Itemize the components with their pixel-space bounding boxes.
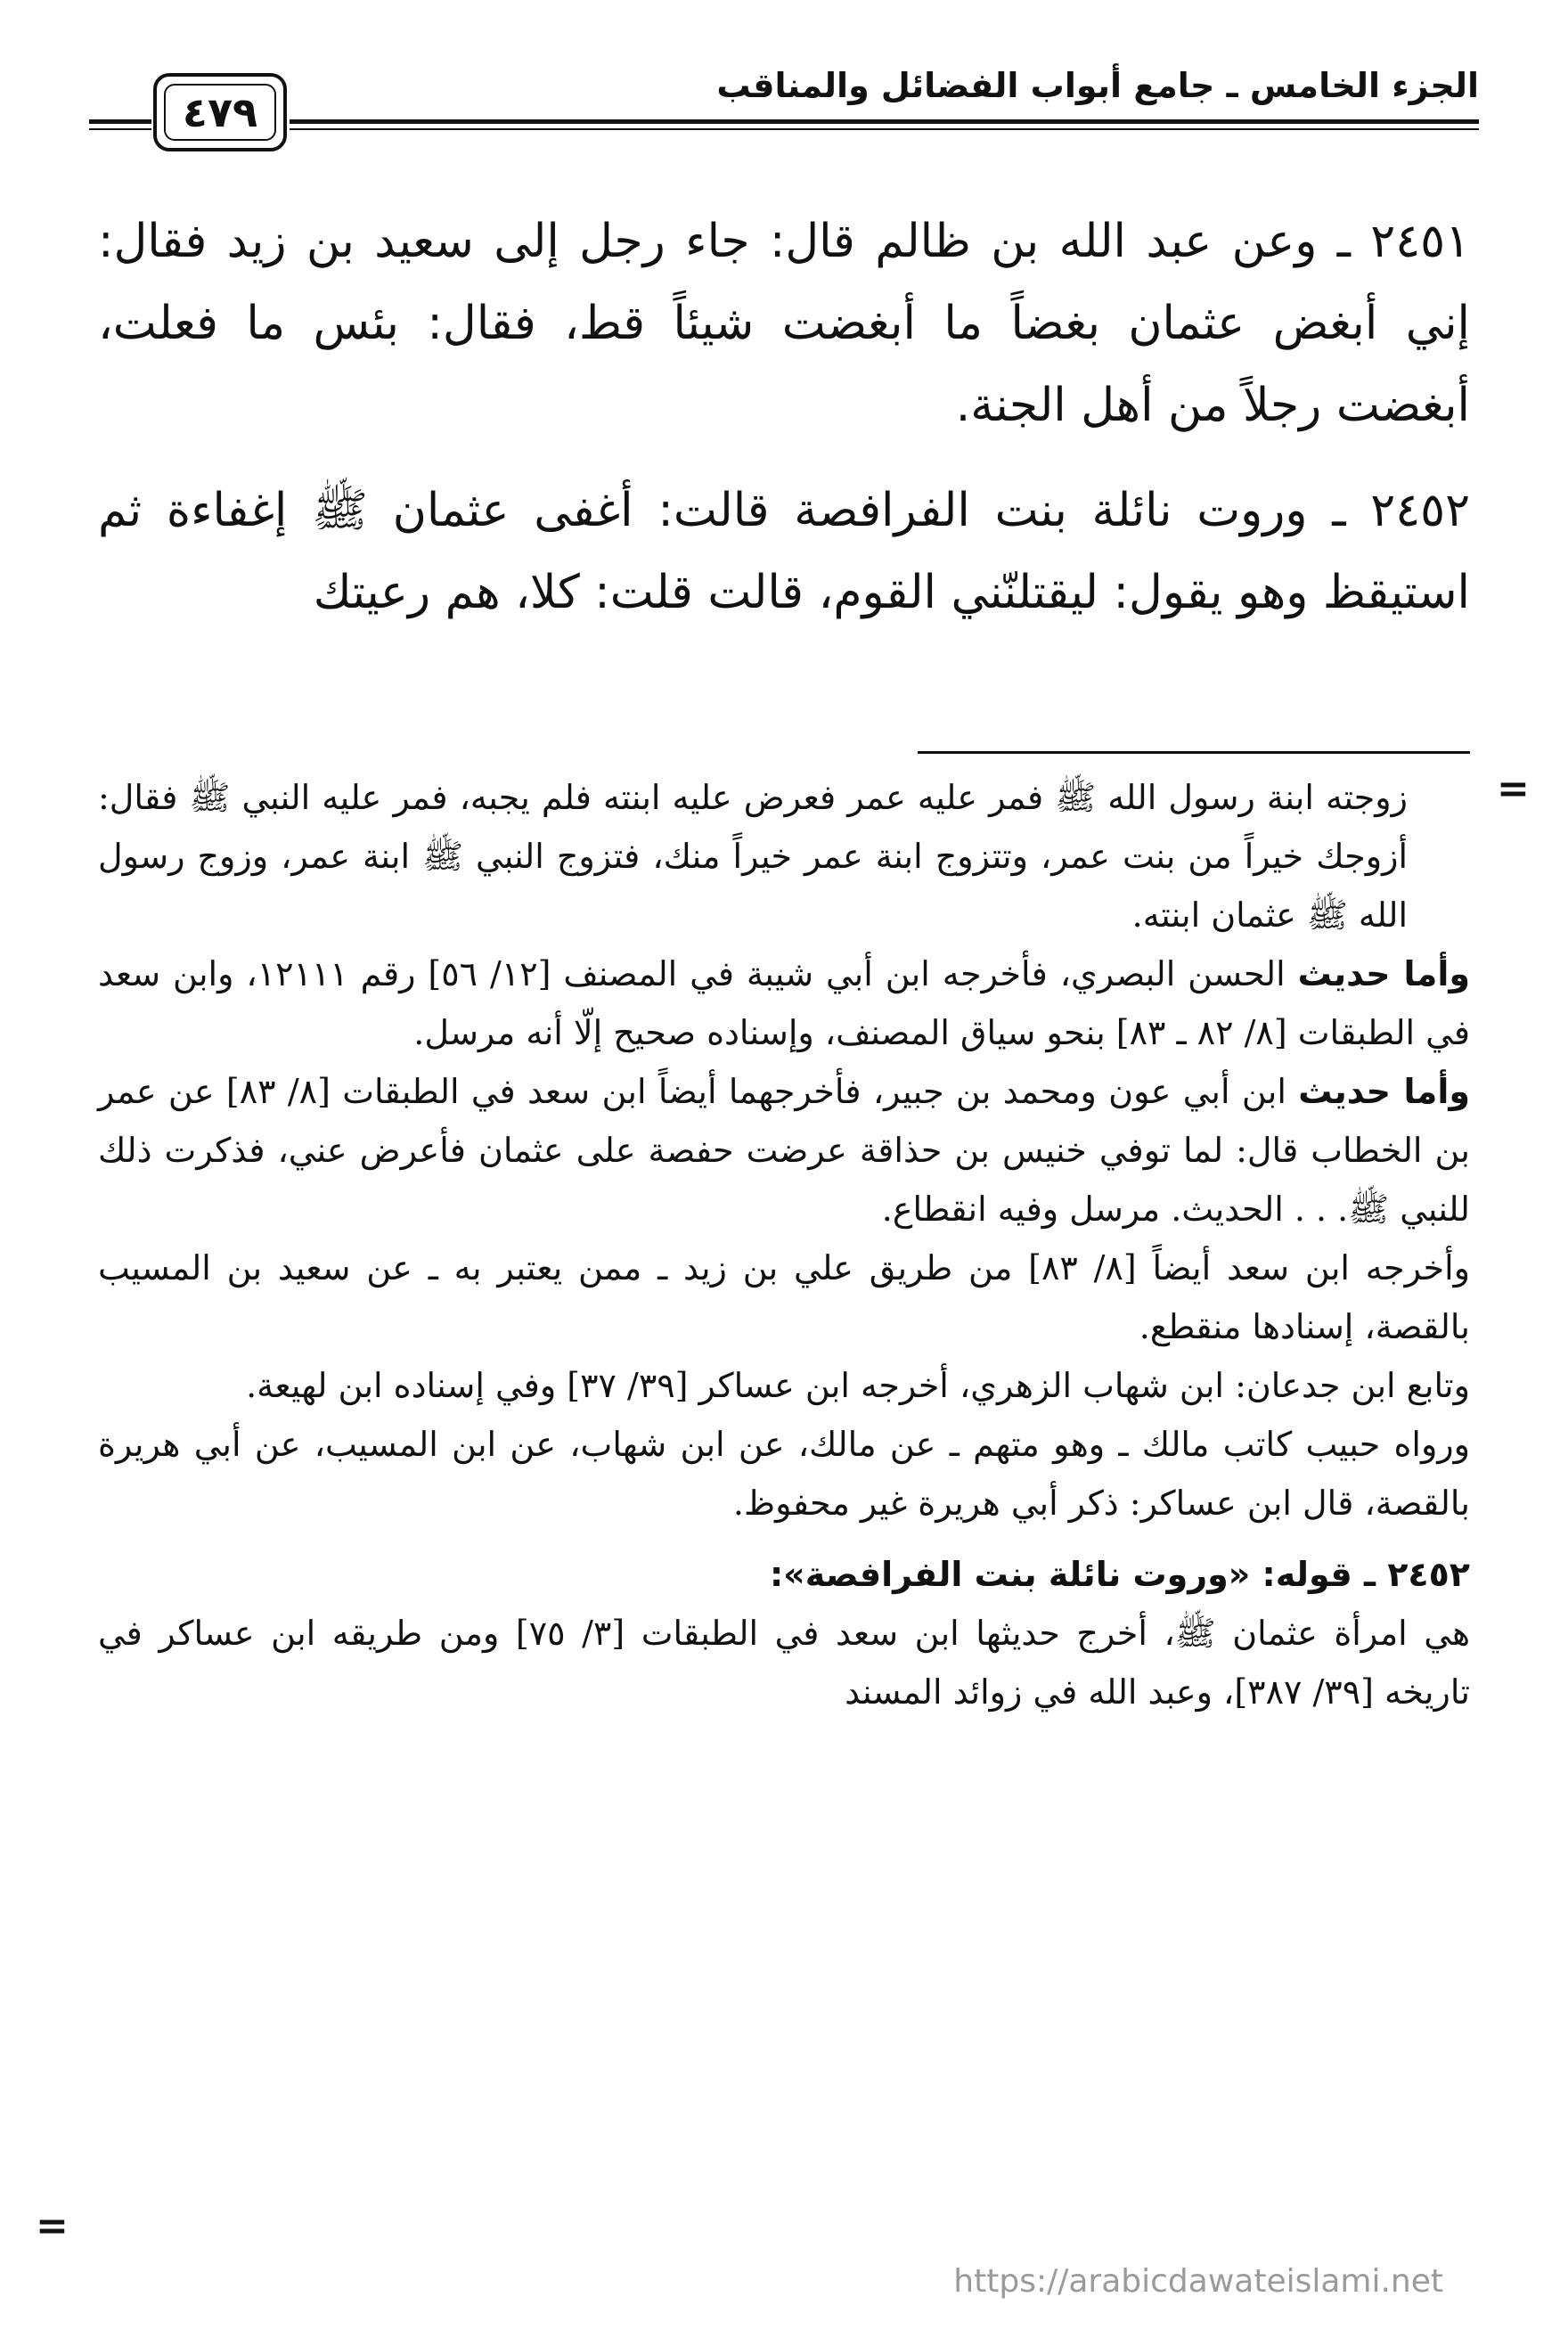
note-text: ابن أبي عون ومحمد بن جبير، فأخرجهما أيضاً ابن سعد في الطبقات [٨/ ٨٣] عن عمر بن الخطاب قال: لما توفي خنيس بن حذاقة عرضت حفصة على عثمان فأعرض عني، فذكرت ذلك للنبي ﷺ. . . الحديث. مرسل وفيه انقطاع. bbox=[98, 1072, 1470, 1229]
note-block-3 bbox=[98, 1062, 1470, 1238]
hadith-text bbox=[98, 200, 1470, 657]
commentary-notes bbox=[98, 768, 1470, 1721]
footnote-separator bbox=[918, 751, 1470, 754]
note-lead: وأما حديث bbox=[1298, 1072, 1470, 1111]
note-block-4: وأخرجه ابن سعد أيضاً [٨/ ٨٣] من طريق علي بن زيد ـ ممن يعتبر به ـ عن سعيد بن المسيب بالقصة، إسنادها منقطع. bbox=[98, 1248, 1470, 1346]
header-rule bbox=[290, 119, 1479, 130]
running-title: الجزء الخامس ـ جامع أبواب الفضائل والمناقب bbox=[716, 66, 1479, 105]
continuation-mark-bottom: = bbox=[36, 2203, 69, 2249]
page-number-frame bbox=[153, 73, 287, 151]
note-text: الحسن البصري، فأخرجه ابن أبي شيبة في المصنف [١٢/ ٥٦] رقم ١٢١١١، وابن سعد في الطبقات [٨/ ٨٢ ـ ٨٣] بنحو سياق المصنف، وإسناده صحيح إلّا أنه مرسل. bbox=[98, 954, 1470, 1052]
note-block-6: ورواه حبيب كاتب مالك ـ وهو متهم ـ عن مالك، عن ابن شهاب، عن ابن المسيب، عن أبي هريرة بالقصة، قال ابن عساكر: ذكر أبي هريرة غير محفوظ. bbox=[98, 1425, 1470, 1523]
page-number: ٤٧٩ bbox=[164, 84, 276, 141]
note-block-7: هي امرأة عثمان ﷺ، أخرج حديثها ابن سعد في الطبقات [٣/ ٧٥] ومن طريقه ابن عساكر في تاريخه [٣٩/ ٣٨٧]، وعبد الله في زوائد المسند bbox=[98, 1614, 1470, 1712]
continuation-mark-top: = bbox=[1497, 766, 1530, 812]
page-header bbox=[89, 62, 1479, 151]
note-heading-2452: ٢٤٥٢ ـ قوله: «وروت نائلة بنت الفرافصة»: bbox=[769, 1555, 1470, 1594]
hadith-2452: ٢٤٥٢ ـ وروت نائلة بنت الفرافصة قالت: أغفى عثمان ﷺ إغفاءة ثم استيقظ وهو يقول: ليقتلنّني القوم، قالت قلت: كلا، هم رعيتك bbox=[98, 484, 1470, 619]
hadith-2451: ٢٤٥١ ـ وعن عبد الله بن ظالم قال: جاء رجل إلى سعيد بن زيد فقال: إني أبغض عثمان بغضاً ما أبغضت شيئاً قط، فقال: بئس ما فعلت، أبغضت رجلاً من أهل الجنة. bbox=[98, 215, 1470, 432]
watermark-url: https://arabicdawateislami.net bbox=[953, 2263, 1443, 2300]
note-lead: وأما حديث bbox=[1297, 954, 1470, 993]
header-rule-left bbox=[89, 119, 151, 130]
note-block-1: زوجته ابنة رسول الله ﷺ فمر عليه عمر فعرض عليه ابنته فلم يجبه، فمر عليه النبي ﷺ فقال: أزوجك خيراً من بنت عمر، وتتزوج ابنة عمر خيراً منك، فتزوج النبي ﷺ ابنة عمر، وزوج رسول الله ﷺ عثمان ابنته. bbox=[98, 778, 1408, 935]
note-block-5: وتابع ابن جدعان: ابن شهاب الزهري، أخرجه ابن عساكر [٣٩/ ٣٧] وفي إسناده ابن لهيعة. bbox=[246, 1366, 1470, 1405]
note-block-2 bbox=[98, 944, 1470, 1062]
